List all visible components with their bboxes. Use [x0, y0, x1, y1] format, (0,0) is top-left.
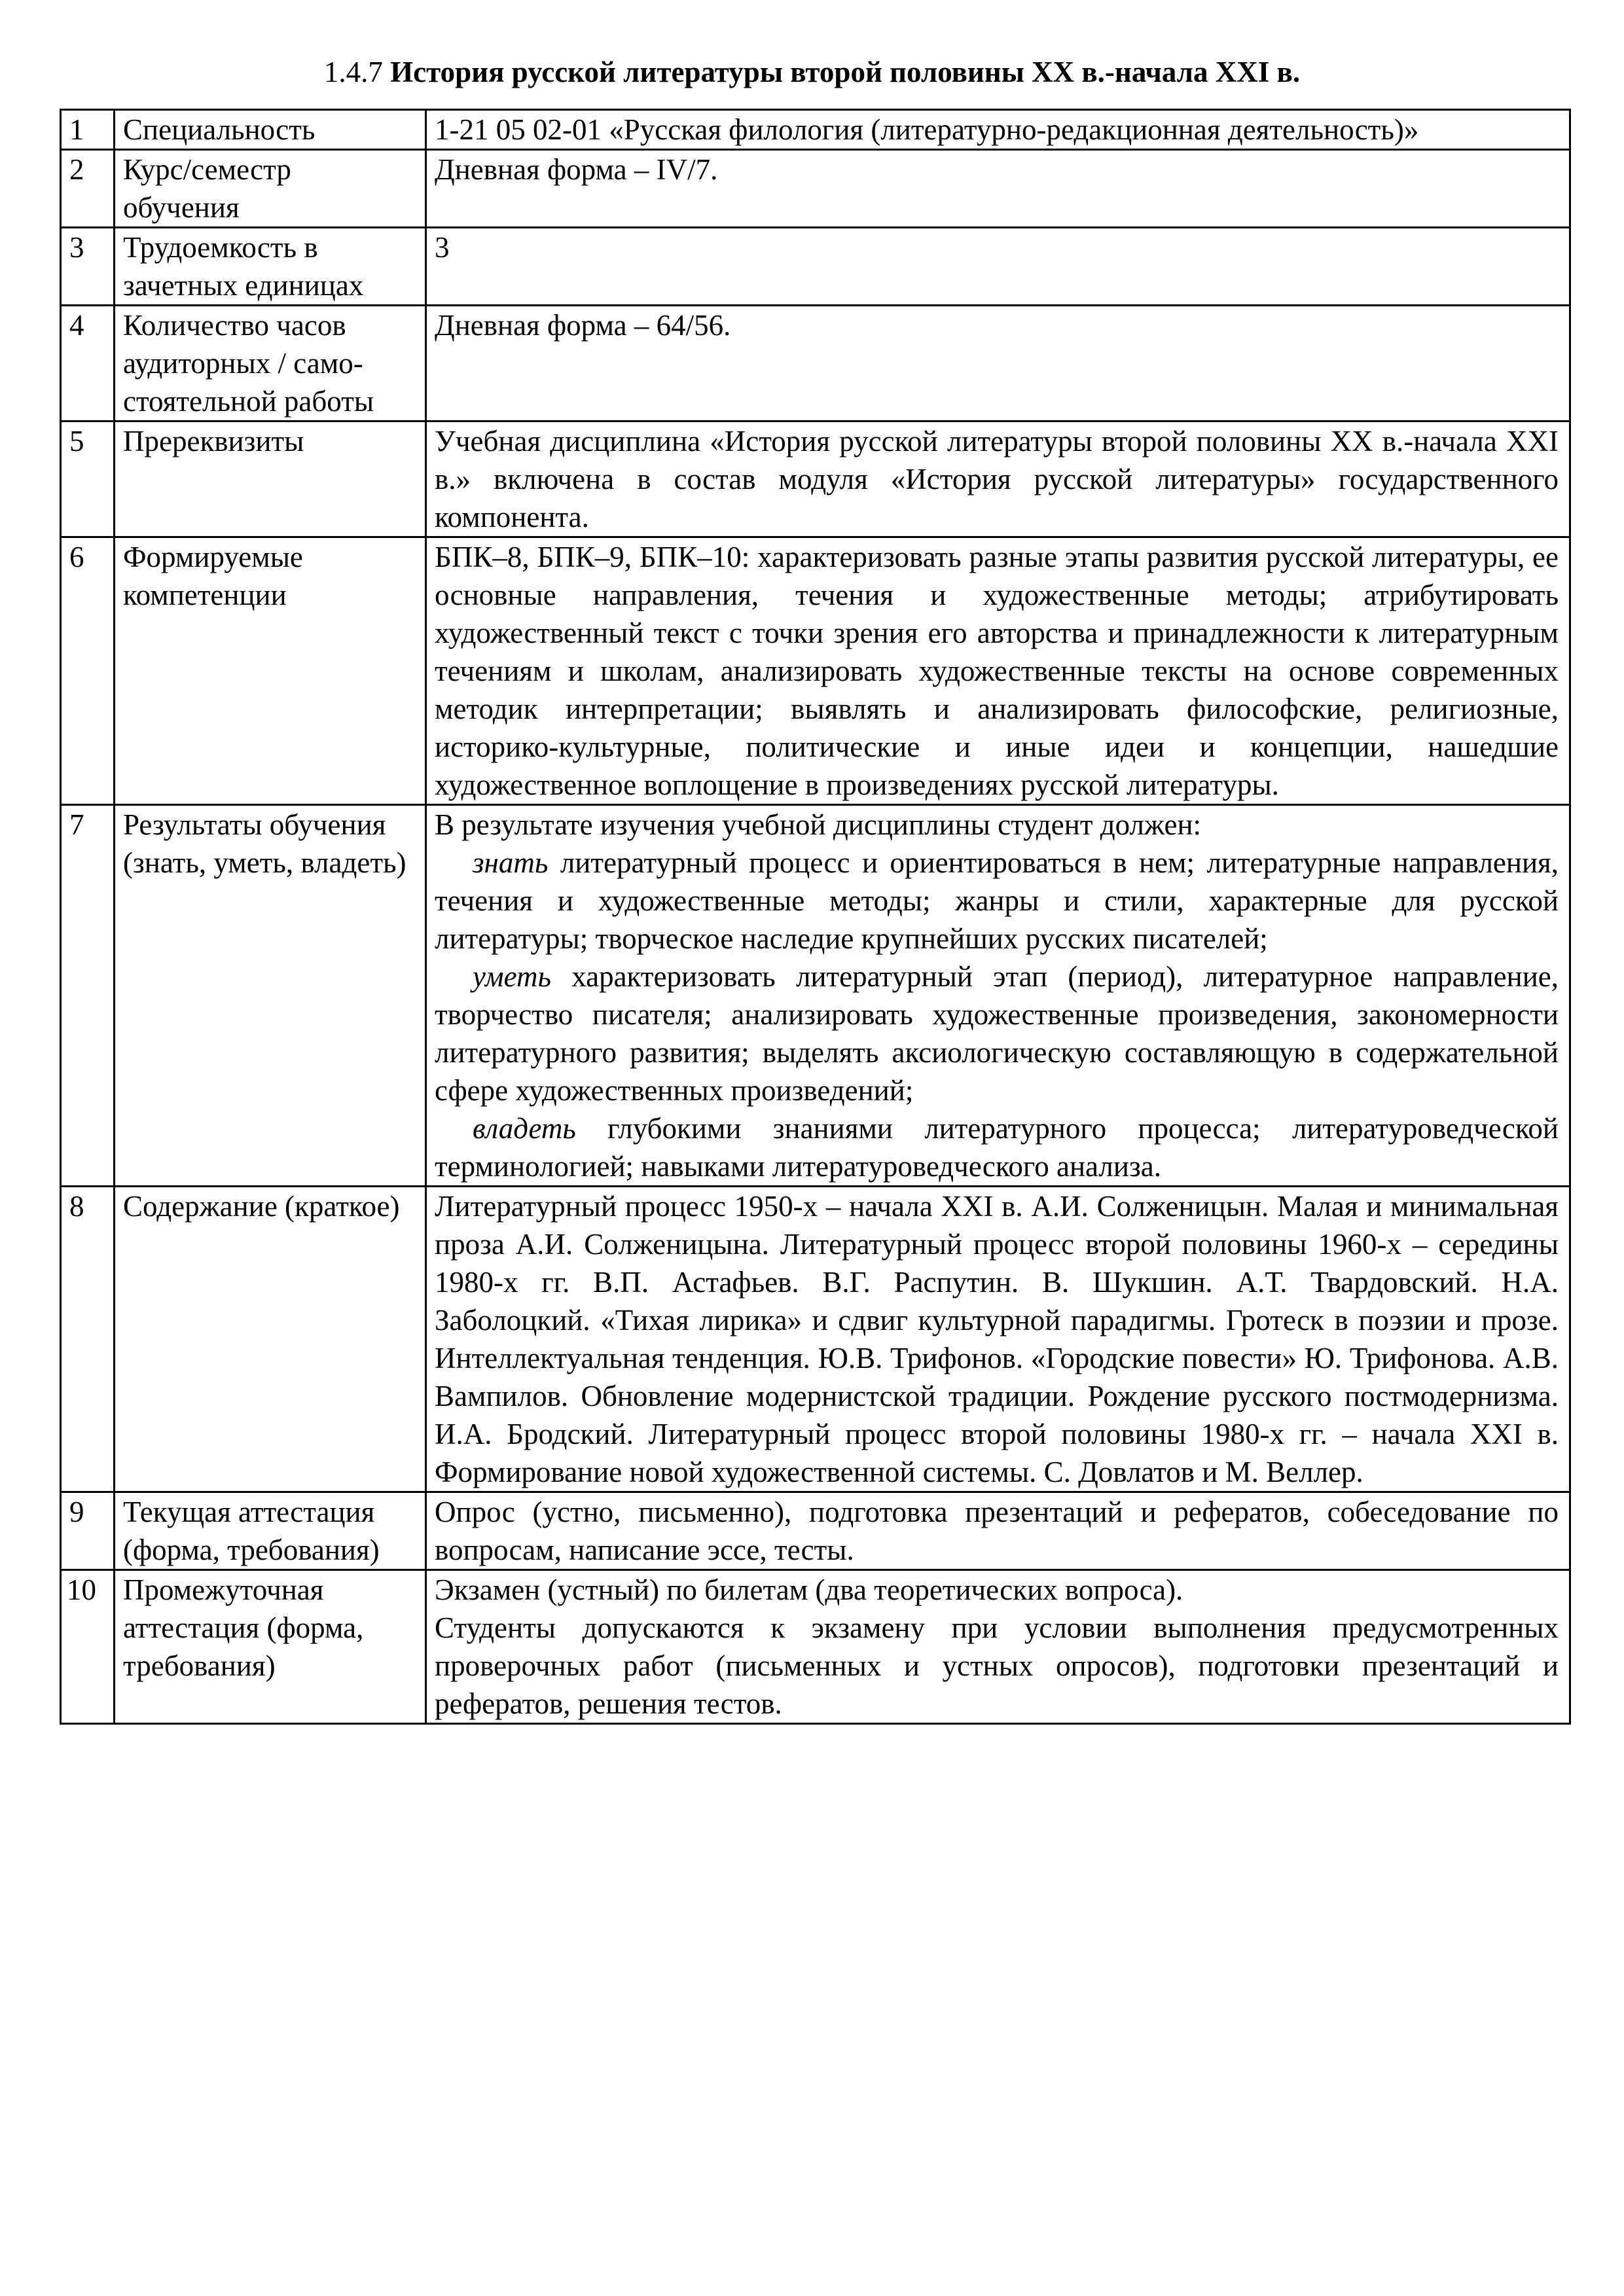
row-value: Литературный процесс 1950-х – начала XXI в. А.И. Солженицын. Малая и минимальная проза А.И. Солженицына. Литературный процесс второй половины 1960-х – середины 1980-х гг. В.П. Астафьев. В.Г. Распутин. В. Шукшин. А.Т. Твардовский. Н.А. Заболоцкий. «Тихая лирика» и сдвиг культурной парадигмы. Гротеск в поэзии и прозе. Интеллектуальная тенденция. Ю.В. Трифонов. «Городские повести» Ю. Трифонова. А.В. Вампилов. Обновление модернистской традиции. Рождение русского постмодернизма. И.А. Бродский. Литературный процесс второй половины 1980-х гг. – начала XXI в. Формирование новой художественной системы. С. Довлатов и М. Веллер. — [426, 1187, 1570, 1492]
results-can — [435, 958, 1559, 1109]
know-text: литературный процесс и ориентироваться в нем; литературные направления, течения и художественные методы; жанры и стили, характерные для русской литературы; творческое наследие крупнейших русских писателей; — [435, 846, 1559, 955]
table-row — [61, 150, 1570, 228]
table-row — [61, 228, 1570, 306]
own-text: глубокими знаниями литературного процесса; литературоведческой терминологией; навыками литературоведческого анализа. — [435, 1112, 1559, 1183]
table-row — [61, 1492, 1570, 1570]
row-value: Дневная форма – 64/56. — [426, 306, 1570, 422]
page-title — [0, 54, 1624, 90]
row-value: Дневная форма – IV/7. — [426, 150, 1570, 228]
section-number: 1.4.7 — [323, 56, 383, 88]
row-number: 4 — [61, 306, 115, 422]
can-text: характеризовать литературный этап (период), литературное направление, творчество писателя; анализировать художественные произведения, закономерности литературного развития; выделять аксиологическую составляющую в содержательной сфере художественных произведений; — [435, 960, 1559, 1107]
can-term: уметь — [473, 960, 551, 993]
row-value: Учебная дисциплина «История русской литературы второй половины XX в.-начала XXI в.» включена в состав модуля «История русской литературы» государственного компонента. — [426, 422, 1570, 537]
row-label: Специальность — [115, 110, 426, 150]
row-number: 2 — [61, 150, 115, 228]
course-title: История русской литературы второй половины XX в.-начала XXI в. — [390, 56, 1301, 88]
results-intro: В результате изучения учебной дисциплины студент должен: — [435, 808, 1202, 841]
row-value: 1-21 05 02-01 «Русская филология (литературно-редакционная деятельность)» — [426, 110, 1570, 150]
row-value — [426, 1570, 1570, 1724]
row-value: Опрос (устно, письменно), подготовка презентаций и рефератов, собеседование по вопросам, написание эссе, тесты. — [426, 1492, 1570, 1570]
row-number: 5 — [61, 422, 115, 537]
row-number: 8 — [61, 1187, 115, 1492]
table-row — [61, 306, 1570, 422]
row-label: Курс/семестр обучения — [115, 150, 426, 228]
row-label: Трудоемкость в зачетных единицах — [115, 228, 426, 306]
table-row — [61, 422, 1570, 537]
table-row — [61, 805, 1570, 1187]
row-number: 7 — [61, 805, 115, 1187]
table-row — [61, 110, 1570, 150]
row-label: Формируемые компетенции — [115, 537, 426, 805]
row-label: Промежуточная аттестация (форма, требования) — [115, 1570, 426, 1724]
row-label: Содержание (краткое) — [115, 1187, 426, 1492]
course-info-table — [60, 109, 1571, 1725]
row-label: Текущая аттестация (форма, требования) — [115, 1492, 426, 1570]
row-number: 9 — [61, 1492, 115, 1570]
exam-admission: Студенты допускаются к экзамену при условии выполнения предусмотренных проверочных работ (письменных и устных опросов), подготовки презентаций и рефератов, решения тестов. — [435, 1611, 1559, 1720]
row-number: 3 — [61, 228, 115, 306]
table-row — [61, 1187, 1570, 1492]
results-own — [435, 1109, 1559, 1185]
row-label: Количество часов аудиторных / само-стоятельной работы — [115, 306, 426, 422]
own-term: владеть — [473, 1112, 576, 1145]
row-number: 10 — [61, 1570, 115, 1724]
know-term: знать — [473, 846, 549, 879]
row-label: Пререквизиты — [115, 422, 426, 537]
exam-format: Экзамен (устный) по билетам (два теоретических вопроса). — [435, 1573, 1183, 1606]
row-number: 6 — [61, 537, 115, 805]
row-value — [426, 805, 1570, 1187]
row-value: 3 — [426, 228, 1570, 306]
row-value: БПК–8, БПК–9, БПК–10: характеризовать разные этапы развития русской литературы, ее основные направления, течения и художественные методы; атрибутировать художественный текст с точки зрения его авторства и принадлежности к литературным течениям и школам, анализировать художественные тексты на основе современных методик интерпретации; выявлять и анализировать философские, религиозные, историко-культурные, политические и иные идеи и концепции, нашедшие художественное воплощение в произведениях русской литературы. — [426, 537, 1570, 805]
table-row — [61, 537, 1570, 805]
table-row — [61, 1570, 1570, 1724]
results-know — [435, 844, 1559, 958]
row-label: Результаты обучения (знать, уметь, владеть) — [115, 805, 426, 1187]
row-number: 1 — [61, 110, 115, 150]
